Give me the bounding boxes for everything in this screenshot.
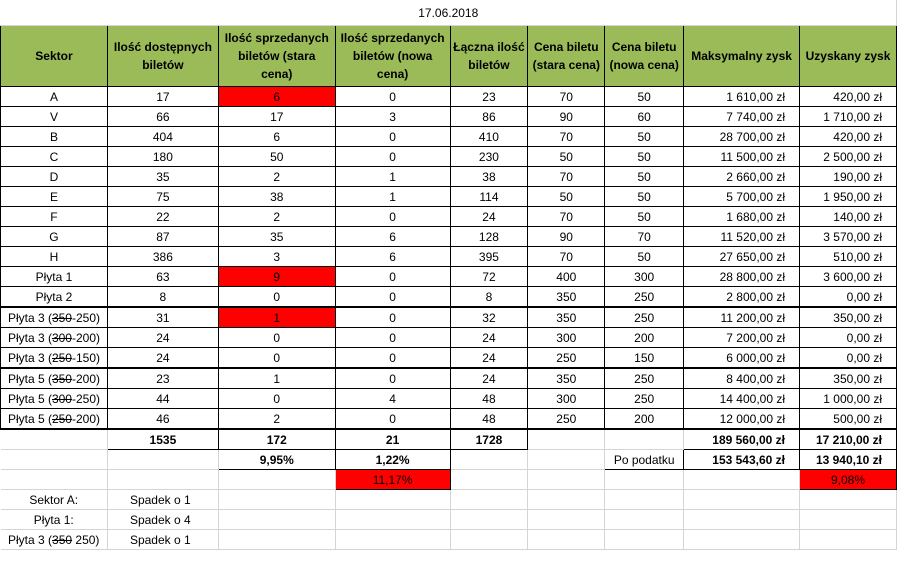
cell-available[interactable]: 87 <box>107 227 218 247</box>
cell-sektor[interactable]: Płyta 5 (300-250) <box>1 389 108 409</box>
cell-max-profit[interactable]: 1 680,00 zł <box>684 207 800 227</box>
cell-sold-new[interactable]: 6 <box>335 247 450 267</box>
cell-available[interactable]: 24 <box>107 348 218 369</box>
cell-empty[interactable] <box>800 510 897 530</box>
cell-available[interactable]: 44 <box>107 389 218 409</box>
table-row <box>1 127 897 147</box>
cell-total[interactable]: 24 <box>450 348 528 369</box>
cell-total[interactable]: 410 <box>450 127 528 147</box>
cell-sold-old[interactable]: 1 <box>218 307 335 328</box>
note-label[interactable]: Sektor A: <box>1 490 108 510</box>
percent-row <box>1 450 897 470</box>
cell-total[interactable]: 8 <box>450 287 528 308</box>
percent-profit[interactable]: 9,08% <box>800 470 897 490</box>
total-available[interactable]: 1535 <box>107 429 218 450</box>
cell-total[interactable]: 128 <box>450 227 528 247</box>
cell-profit[interactable]: 500,00 zł <box>800 409 897 430</box>
cell-empty[interactable] <box>528 490 605 510</box>
total-max-profit[interactable]: 189 560,00 zł <box>684 429 800 450</box>
note-label[interactable]: Płyta 3 (350 250) <box>1 530 108 550</box>
cell-price-new[interactable]: 150 <box>605 348 684 369</box>
cell-sold-new[interactable]: 3 <box>335 107 450 127</box>
cell-max-profit[interactable]: 1 610,00 zł <box>684 87 800 107</box>
cell-price-old[interactable]: 70 <box>528 87 605 107</box>
cell-sektor[interactable]: Płyta 5 (350-200) <box>1 368 108 389</box>
cell-max-profit[interactable]: 11 520,00 zł <box>684 227 800 247</box>
cell-sold-new[interactable]: 0 <box>335 409 450 430</box>
cell-sektor[interactable]: Płyta 3 (350-250) <box>1 307 108 328</box>
cell-sold-new[interactable]: 1 <box>335 187 450 207</box>
totals-row <box>1 429 897 450</box>
after-tax-profit[interactable]: 13 940,10 zł <box>800 450 897 470</box>
table-row <box>1 247 897 267</box>
cell-profit[interactable]: 140,00 zł <box>800 207 897 227</box>
cell-sold-new[interactable]: 0 <box>335 328 450 348</box>
cell-profit[interactable]: 1 950,00 zł <box>800 187 897 207</box>
cell-price-new[interactable]: 50 <box>605 207 684 227</box>
table-row <box>1 307 897 328</box>
percent-combined-row <box>1 470 897 490</box>
cell-available[interactable]: 66 <box>107 107 218 127</box>
table-row <box>1 348 897 369</box>
cell-empty[interactable] <box>605 510 684 530</box>
cell-total[interactable]: 38 <box>450 167 528 187</box>
cell-price-new[interactable]: 50 <box>605 247 684 267</box>
cell-total[interactable]: 114 <box>450 187 528 207</box>
cell-sold-old[interactable]: 2 <box>218 409 335 430</box>
cell-price-old[interactable]: 70 <box>528 207 605 227</box>
cell-sektor[interactable]: B <box>1 127 108 147</box>
cell-available[interactable]: 404 <box>107 127 218 147</box>
cell-profit[interactable]: 2 500,00 zł <box>800 147 897 167</box>
percent-combined[interactable]: 11,17% <box>335 470 450 490</box>
cell-sektor[interactable]: Płyta 2 <box>1 287 108 308</box>
cell-price-new[interactable]: 250 <box>605 307 684 328</box>
cell-profit[interactable]: 420,00 zł <box>800 87 897 107</box>
cell-sektor[interactable]: D <box>1 167 108 187</box>
cell-total[interactable]: 48 <box>450 389 528 409</box>
header-max-profit[interactable]: Maksymalny zysk <box>684 26 800 87</box>
cell-total[interactable]: 32 <box>450 307 528 328</box>
note-value[interactable]: Spadek o 4 <box>107 510 218 530</box>
cell-total[interactable]: 24 <box>450 207 528 227</box>
total-sold-old[interactable]: 172 <box>218 429 335 450</box>
cell-available[interactable]: 8 <box>107 287 218 308</box>
cell-sektor[interactable]: F <box>1 207 108 227</box>
cell-empty[interactable] <box>107 470 218 490</box>
cell-price-old[interactable]: 70 <box>528 127 605 147</box>
cell-sold-old[interactable]: 2 <box>218 167 335 187</box>
cell-sold-old[interactable]: 6 <box>218 87 335 107</box>
total-profit[interactable]: 17 210,00 zł <box>800 429 897 450</box>
cell-price-new[interactable]: 50 <box>605 187 684 207</box>
cell-total[interactable]: 24 <box>450 328 528 348</box>
cell-profit[interactable]: 190,00 zł <box>800 167 897 187</box>
cell-sold-old[interactable]: 2 <box>218 207 335 227</box>
cell-empty[interactable] <box>335 510 450 530</box>
note-label[interactable]: Płyta 1: <box>1 510 108 530</box>
cell-empty[interactable] <box>218 470 335 490</box>
cell-price-old[interactable]: 350 <box>528 307 605 328</box>
cell-price-old[interactable]: 300 <box>528 389 605 409</box>
cell-price-old[interactable]: 350 <box>528 287 605 308</box>
cell-sold-new[interactable]: 0 <box>335 368 450 389</box>
cell-available[interactable]: 35 <box>107 167 218 187</box>
cell-price-new[interactable]: 70 <box>605 227 684 247</box>
table-row <box>1 267 897 287</box>
cell-price-new[interactable]: 60 <box>605 107 684 127</box>
cell-price-old[interactable]: 70 <box>528 167 605 187</box>
cell-sold-new[interactable]: 4 <box>335 389 450 409</box>
total-total[interactable]: 1728 <box>450 429 528 450</box>
cell-sold-old[interactable]: 9 <box>218 267 335 287</box>
cell-total[interactable]: 395 <box>450 247 528 267</box>
cell-sold-old[interactable]: 17 <box>218 107 335 127</box>
cell-sektor[interactable]: A <box>1 87 108 107</box>
cell-empty[interactable] <box>528 450 605 470</box>
cell-total[interactable]: 72 <box>450 267 528 287</box>
cell-sold-old[interactable]: 0 <box>218 348 335 369</box>
cell-profit[interactable]: 0,00 zł <box>800 348 897 369</box>
cell-max-profit[interactable]: 5 700,00 zł <box>684 187 800 207</box>
cell-available[interactable]: 75 <box>107 187 218 207</box>
cell-max-profit[interactable]: 11 500,00 zł <box>684 147 800 167</box>
table-row <box>1 207 897 227</box>
cell-available[interactable]: 22 <box>107 207 218 227</box>
cell-total[interactable]: 23 <box>450 87 528 107</box>
cell-price-new[interactable]: 250 <box>605 389 684 409</box>
header-sold-new[interactable]: Ilość sprzedanych biletów (nowa cena) <box>335 26 450 87</box>
table-row <box>1 87 897 107</box>
cell-sektor[interactable]: Płyta 3 (250-150) <box>1 348 108 369</box>
cell-available[interactable]: 46 <box>107 409 218 430</box>
cell-sold-new[interactable]: 0 <box>335 87 450 107</box>
table-row <box>1 147 897 167</box>
cell-price-new[interactable]: 50 <box>605 147 684 167</box>
cell-price-new[interactable]: 250 <box>605 287 684 308</box>
cell-sold-old[interactable]: 0 <box>218 389 335 409</box>
note-row <box>1 510 897 530</box>
cell-empty[interactable] <box>528 510 605 530</box>
cell-max-profit[interactable]: 14 400,00 zł <box>684 389 800 409</box>
cell-total[interactable]: 48 <box>450 409 528 430</box>
table-row <box>1 167 897 187</box>
cell-profit[interactable]: 1 000,00 zł <box>800 389 897 409</box>
cell-max-profit[interactable]: 27 650,00 zł <box>684 247 800 267</box>
cell-price-new[interactable]: 200 <box>605 409 684 430</box>
cell-empty[interactable] <box>1 429 108 450</box>
cell-empty[interactable] <box>605 490 684 510</box>
cell-available[interactable]: 31 <box>107 307 218 328</box>
table-row <box>1 187 897 207</box>
cell-profit[interactable]: 350,00 zł <box>800 368 897 389</box>
cell-price-old[interactable]: 50 <box>528 187 605 207</box>
cell-empty[interactable] <box>684 470 800 490</box>
cell-sold-new[interactable]: 6 <box>335 227 450 247</box>
cell-sektor[interactable]: H <box>1 247 108 267</box>
after-tax-label[interactable]: Po podatku <box>605 450 684 470</box>
cell-price-new[interactable]: 200 <box>605 328 684 348</box>
cell-sold-old[interactable]: 0 <box>218 328 335 348</box>
after-tax-max-profit[interactable]: 153 543,60 zł <box>684 450 800 470</box>
cell-sold-new[interactable]: 1 <box>335 167 450 187</box>
cell-empty[interactable] <box>335 530 450 550</box>
table-row <box>1 287 897 308</box>
header-total[interactable]: Łączna ilość biletów <box>450 26 528 87</box>
cell-max-profit[interactable]: 8 400,00 zł <box>684 368 800 389</box>
percent-sold-new[interactable]: 1,22% <box>335 450 450 470</box>
total-sold-new[interactable]: 21 <box>335 429 450 450</box>
header-available[interactable]: Ilość dostępnych biletów <box>107 26 218 87</box>
cell-empty[interactable] <box>605 429 684 450</box>
cell-sektor[interactable]: Płyta 3 (300-200) <box>1 328 108 348</box>
cell-sektor[interactable]: Płyta 5 (250-200) <box>1 409 108 430</box>
cell-empty[interactable] <box>605 470 684 490</box>
cell-max-profit[interactable]: 28 700,00 zł <box>684 127 800 147</box>
sheet-title[interactable]: 17.06.2018 <box>1 0 897 26</box>
note-row <box>1 490 897 510</box>
cell-empty[interactable] <box>528 530 605 550</box>
table-row <box>1 107 897 127</box>
cell-price-old[interactable]: 250 <box>528 409 605 430</box>
cell-max-profit[interactable]: 2 660,00 zł <box>684 167 800 187</box>
cell-total[interactable]: 24 <box>450 368 528 389</box>
cell-sold-old[interactable]: 6 <box>218 127 335 147</box>
cell-total[interactable]: 86 <box>450 107 528 127</box>
note-row <box>1 530 897 550</box>
cell-sold-old[interactable]: 38 <box>218 187 335 207</box>
cell-profit[interactable]: 3 570,00 zł <box>800 227 897 247</box>
cell-empty[interactable] <box>450 490 528 510</box>
header-profit[interactable]: Uzyskany zysk <box>800 26 897 87</box>
cell-sektor[interactable]: C <box>1 147 108 167</box>
cell-empty[interactable] <box>605 530 684 550</box>
cell-sold-old[interactable]: 50 <box>218 147 335 167</box>
cell-price-old[interactable]: 300 <box>528 328 605 348</box>
cell-sektor[interactable]: Płyta 1 <box>1 267 108 287</box>
cell-sektor[interactable]: V <box>1 107 108 127</box>
cell-empty[interactable] <box>684 490 800 510</box>
cell-max-profit[interactable]: 11 200,00 zł <box>684 307 800 328</box>
cell-sektor[interactable]: E <box>1 187 108 207</box>
cell-profit[interactable]: 350,00 zł <box>800 307 897 328</box>
cell-sold-new[interactable]: 0 <box>335 207 450 227</box>
cell-max-profit[interactable]: 7 200,00 zł <box>684 328 800 348</box>
table-row <box>1 328 897 348</box>
cell-empty[interactable] <box>1 450 108 470</box>
cell-available[interactable]: 17 <box>107 87 218 107</box>
cell-price-new[interactable]: 50 <box>605 167 684 187</box>
cell-max-profit[interactable]: 12 000,00 zł <box>684 409 800 430</box>
cell-sold-new[interactable]: 0 <box>335 127 450 147</box>
cell-max-profit[interactable]: 6 000,00 zł <box>684 348 800 369</box>
cell-sold-old[interactable]: 3 <box>218 247 335 267</box>
cell-profit[interactable]: 420,00 zł <box>800 127 897 147</box>
cell-empty[interactable] <box>218 490 335 510</box>
cell-sold-old[interactable]: 35 <box>218 227 335 247</box>
cell-price-old[interactable]: 50 <box>528 147 605 167</box>
cell-sold-new[interactable]: 0 <box>335 147 450 167</box>
cell-empty[interactable] <box>684 510 800 530</box>
cell-available[interactable]: 386 <box>107 247 218 267</box>
cell-empty[interactable] <box>107 450 218 470</box>
cell-empty[interactable] <box>450 510 528 530</box>
cell-empty[interactable] <box>450 450 528 470</box>
header-price-new[interactable]: Cena biletu (nowa cena) <box>605 26 684 87</box>
cell-empty[interactable] <box>335 490 450 510</box>
cell-sold-new[interactable]: 0 <box>335 307 450 328</box>
cell-empty[interactable] <box>1 470 108 490</box>
cell-available[interactable]: 24 <box>107 328 218 348</box>
cell-price-new[interactable]: 50 <box>605 87 684 107</box>
cell-available[interactable]: 23 <box>107 368 218 389</box>
cell-empty[interactable] <box>218 510 335 530</box>
table-row <box>1 227 897 247</box>
cell-empty[interactable] <box>528 429 605 450</box>
cell-empty[interactable] <box>450 530 528 550</box>
cell-empty[interactable] <box>800 530 897 550</box>
note-value[interactable]: Spadek o 1 <box>107 530 218 550</box>
cell-price-old[interactable]: 70 <box>528 247 605 267</box>
note-value[interactable]: Spadek o 1 <box>107 490 218 510</box>
cell-price-new[interactable]: 250 <box>605 368 684 389</box>
cell-price-old[interactable]: 90 <box>528 107 605 127</box>
cell-empty[interactable] <box>218 530 335 550</box>
cell-profit[interactable]: 1 710,00 zł <box>800 107 897 127</box>
cell-available[interactable]: 63 <box>107 267 218 287</box>
header-price-old[interactable]: Cena biletu (stara cena) <box>528 26 605 87</box>
table-row <box>1 368 897 389</box>
cell-price-new[interactable]: 50 <box>605 127 684 147</box>
cell-max-profit[interactable]: 7 740,00 zł <box>684 107 800 127</box>
table-row <box>1 389 897 409</box>
cell-sektor[interactable]: G <box>1 227 108 247</box>
cell-price-old[interactable]: 400 <box>528 267 605 287</box>
header-sektor[interactable]: Sektor <box>1 26 108 87</box>
cell-empty[interactable] <box>450 470 528 490</box>
cell-profit[interactable]: 0,00 zł <box>800 328 897 348</box>
cell-profit[interactable]: 510,00 zł <box>800 247 897 267</box>
cell-sold-new[interactable]: 0 <box>335 287 450 308</box>
cell-price-old[interactable]: 250 <box>528 348 605 369</box>
cell-max-profit[interactable]: 28 800,00 zł <box>684 267 800 287</box>
cell-price-old[interactable]: 350 <box>528 368 605 389</box>
cell-empty[interactable] <box>528 470 605 490</box>
cell-profit[interactable]: 0,00 zł <box>800 287 897 308</box>
cell-price-new[interactable]: 300 <box>605 267 684 287</box>
cell-sold-old[interactable]: 0 <box>218 287 335 308</box>
cell-available[interactable]: 180 <box>107 147 218 167</box>
cell-empty[interactable] <box>800 490 897 510</box>
cell-max-profit[interactable]: 2 800,00 zł <box>684 287 800 308</box>
cell-sold-new[interactable]: 0 <box>335 348 450 369</box>
header-sold-old[interactable]: Ilość sprzedanych biletów (stara cena) <box>218 26 335 87</box>
cell-profit[interactable]: 3 600,00 zł <box>800 267 897 287</box>
table-row <box>1 409 897 430</box>
cell-sold-old[interactable]: 1 <box>218 368 335 389</box>
cell-sold-new[interactable]: 0 <box>335 267 450 287</box>
cell-price-old[interactable]: 90 <box>528 227 605 247</box>
cell-total[interactable]: 230 <box>450 147 528 167</box>
percent-sold-old[interactable]: 9,95% <box>218 450 335 470</box>
cell-empty[interactable] <box>684 530 800 550</box>
